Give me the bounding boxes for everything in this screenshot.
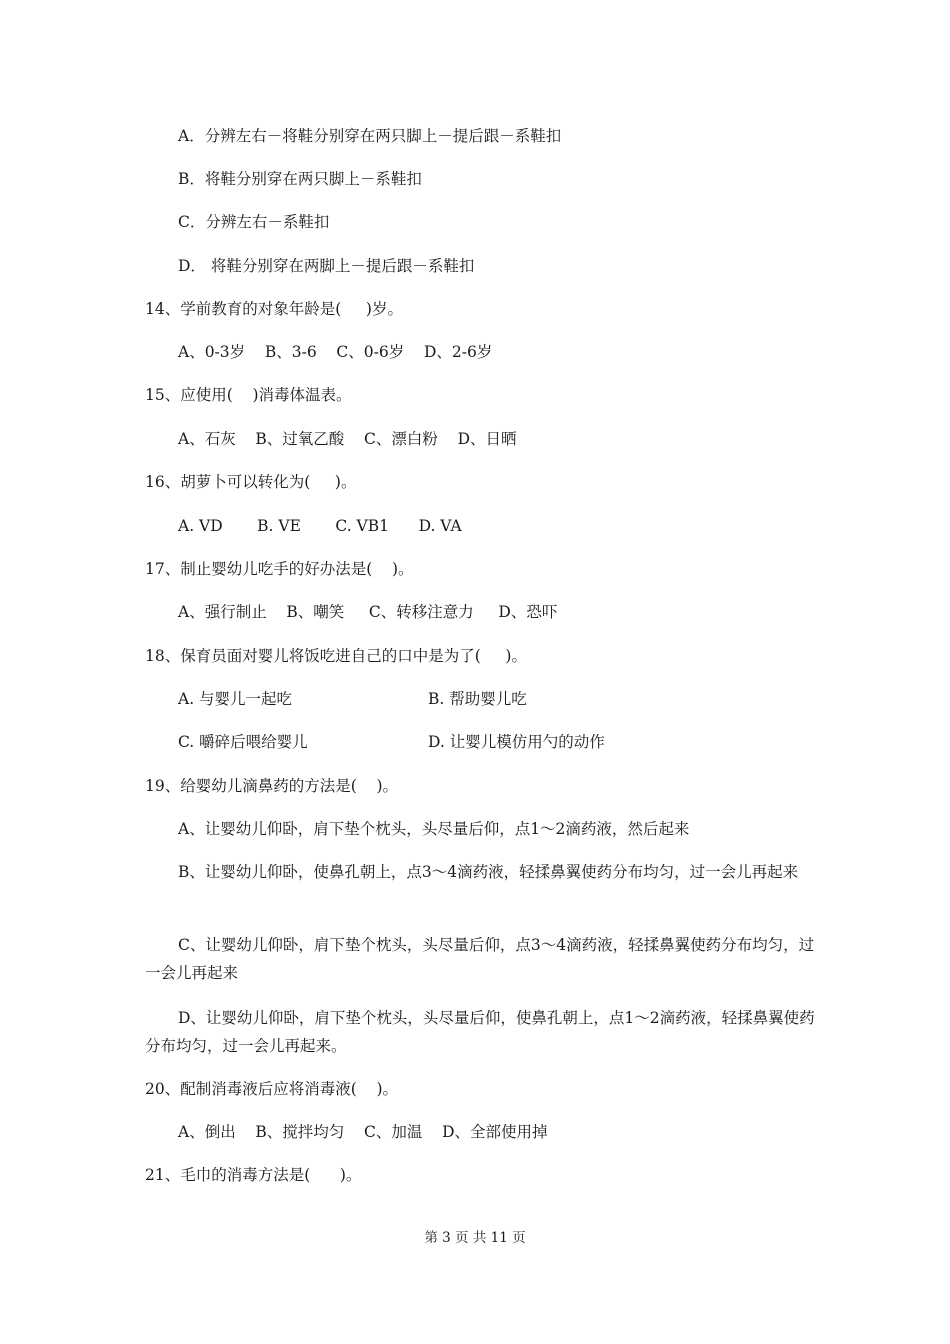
q14-stem: 14、学前教育的对象年龄是( )岁。 bbox=[145, 300, 403, 318]
q18-option-c: C. 嚼碎后喂给婴儿 bbox=[178, 733, 308, 751]
q13-option-a: A．分辨左右－将鞋分别穿在两只脚上－提后跟－系鞋扣 bbox=[178, 127, 562, 145]
q19-option-a: A、让婴幼儿仰卧，肩下垫个枕头，头尽量后仰，点1～2滴药液，然后起来 bbox=[178, 820, 690, 838]
q13-option-c: C．分辨左右－系鞋扣 bbox=[178, 213, 330, 231]
q21-stem: 21、毛巾的消毒方法是( )。 bbox=[145, 1166, 362, 1184]
q18-option-b: B. 帮助婴儿吃 bbox=[428, 690, 527, 708]
q16-options: A. VD B. VE C. VB1 D. VA bbox=[178, 517, 462, 535]
q14-options: A、0-3岁 B、3-6 C、0-6岁 D、2-6岁 bbox=[178, 343, 493, 361]
page-footer: 第 3 页 共 11 页 bbox=[424, 1230, 526, 1246]
q19-stem: 19、给婴幼儿滴鼻药的方法是( )。 bbox=[145, 777, 399, 795]
q19-option-d: D、让婴幼儿仰卧，肩下垫个枕头，头尽量后仰，使鼻孔朝上，点1～2滴药液，轻揉鼻翼使药分布均匀，过一会儿再起来。 bbox=[145, 1009, 815, 1055]
q13-option-d: D． 将鞋分别穿在两脚上－提后跟－系鞋扣 bbox=[178, 257, 475, 275]
q15-options: A、石灰 B、过氧乙酸 C、漂白粉 D、日晒 bbox=[178, 430, 517, 448]
q18-option-d: D. 让婴儿模仿用勺的动作 bbox=[428, 733, 605, 751]
q18-option-a: A. 与婴儿一起吃 bbox=[178, 690, 293, 708]
q20-options: A、倒出 B、搅拌均匀 C、加温 D、全部使用掉 bbox=[178, 1123, 548, 1141]
q17-options: A、强行制止 B、嘲笑 C、转移注意力 D、恐吓 bbox=[178, 603, 558, 621]
q15-stem: 15、应使用( )消毒体温表。 bbox=[145, 386, 352, 404]
q19-option-b: B、让婴幼儿仰卧，使鼻孔朝上，点3～4滴药液，轻揉鼻翼使药分布均匀，过一会儿再起来 bbox=[178, 863, 799, 881]
q19-option-c: C、让婴幼儿仰卧，肩下垫个枕头，头尽量后仰，点3～4滴药液，轻揉鼻翼使药分布均匀，过一会儿再起来 bbox=[145, 936, 815, 982]
q18-stem: 18、保育员面对婴儿将饭吃进自己的口中是为了( )。 bbox=[145, 647, 527, 665]
q17-stem: 17、制止婴幼儿吃手的好办法是( )。 bbox=[145, 560, 414, 578]
q16-stem: 16、胡萝卜可以转化为( )。 bbox=[145, 473, 357, 491]
q20-stem: 20、配制消毒液后应将消毒液( )。 bbox=[145, 1080, 399, 1098]
q13-option-b: B．将鞋分别穿在两只脚上－系鞋扣 bbox=[178, 170, 422, 188]
